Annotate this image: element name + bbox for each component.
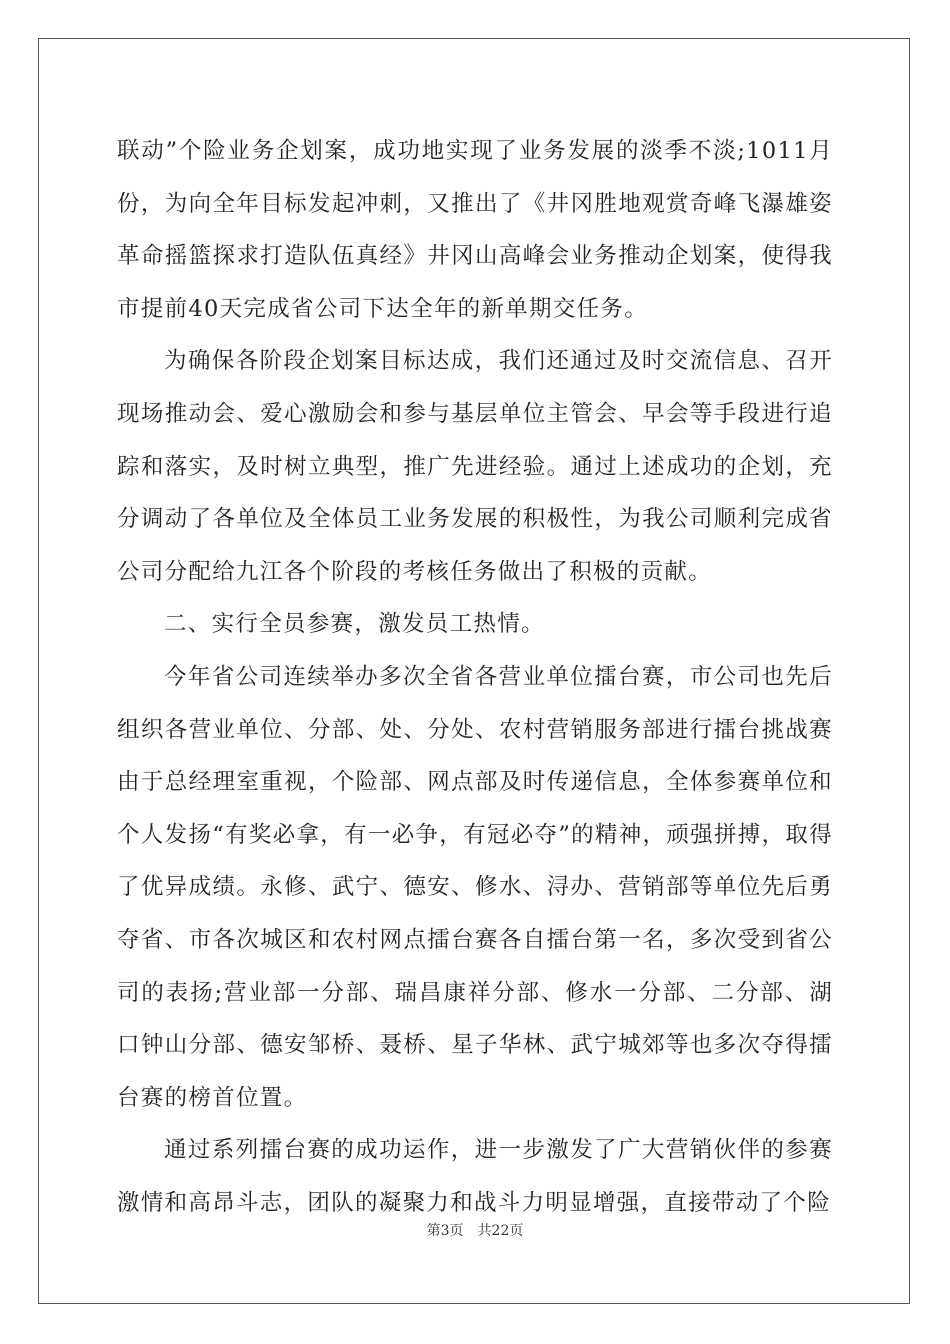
page-total: 共22页: [477, 1223, 524, 1239]
page-footer: [0, 1220, 950, 1240]
paragraph-2: 为确保各阶段企划案目标达成，我们还通过及时交流信息、召开现场推动会、爱心激励会和参与基层单位主管会、早会等手段进行追踪和落实，及时树立典型，推广先进经验。通过上述成功的企划，充分调动了各单位及全体员工业务发展的积极性，为我公司顺利完成省公司分配给九江各个阶段的考核任务做出了积极的贡献。: [117, 348, 833, 585]
paragraph-4: 通过系列擂台赛的成功运作，进一步激发了广大营销伙伴的参赛激情和高昂斗志，团队的凝聚力和战斗力明显增强，直接带动了个险: [117, 1137, 833, 1216]
page-number: 第3页: [426, 1223, 464, 1239]
document-body: [117, 125, 833, 1229]
paragraph-3: 今年省公司连续举办多次全省各营业单位擂台赛，市公司也先后组织各营业单位、分部、处、分处、农村营销服务部进行擂台挑战赛由于总经理室重视，个险部、网点部及时传递信息，全体参赛单位和个人发扬“有奖必拿，有一必争，有冠必夺”的精神，顽强拼搏，取得了优异成绩。永修、武宁、德安、修水、浔办、营销部等单位先后勇夺省、市各次城区和农村网点擂台赛各自擂台第一名，多次受到省公司的表扬;营业部一分部、瑞昌康祥分部、修水一分部、二分部、湖口钟山分部、德安邹桥、聂桥、星子华林、武宁城郊等也多次夺得擂台赛的榜首位置。: [117, 663, 833, 1111]
section-heading: 二、实行全员参赛，激发员工热情。: [164, 611, 545, 638]
paragraph-1: 联动”个险业务企划案，成功地实现了业务发展的淡季不淡;1011月份，为向全年目标发起冲刺，又推出了《井冈胜地观赏奇峰飞瀑雄姿革命摇篮探求打造队伍真经》井冈山高峰会业务推动企划案，使得我市提前40天完成省公司下达全年的新单期交任务。: [117, 138, 833, 322]
